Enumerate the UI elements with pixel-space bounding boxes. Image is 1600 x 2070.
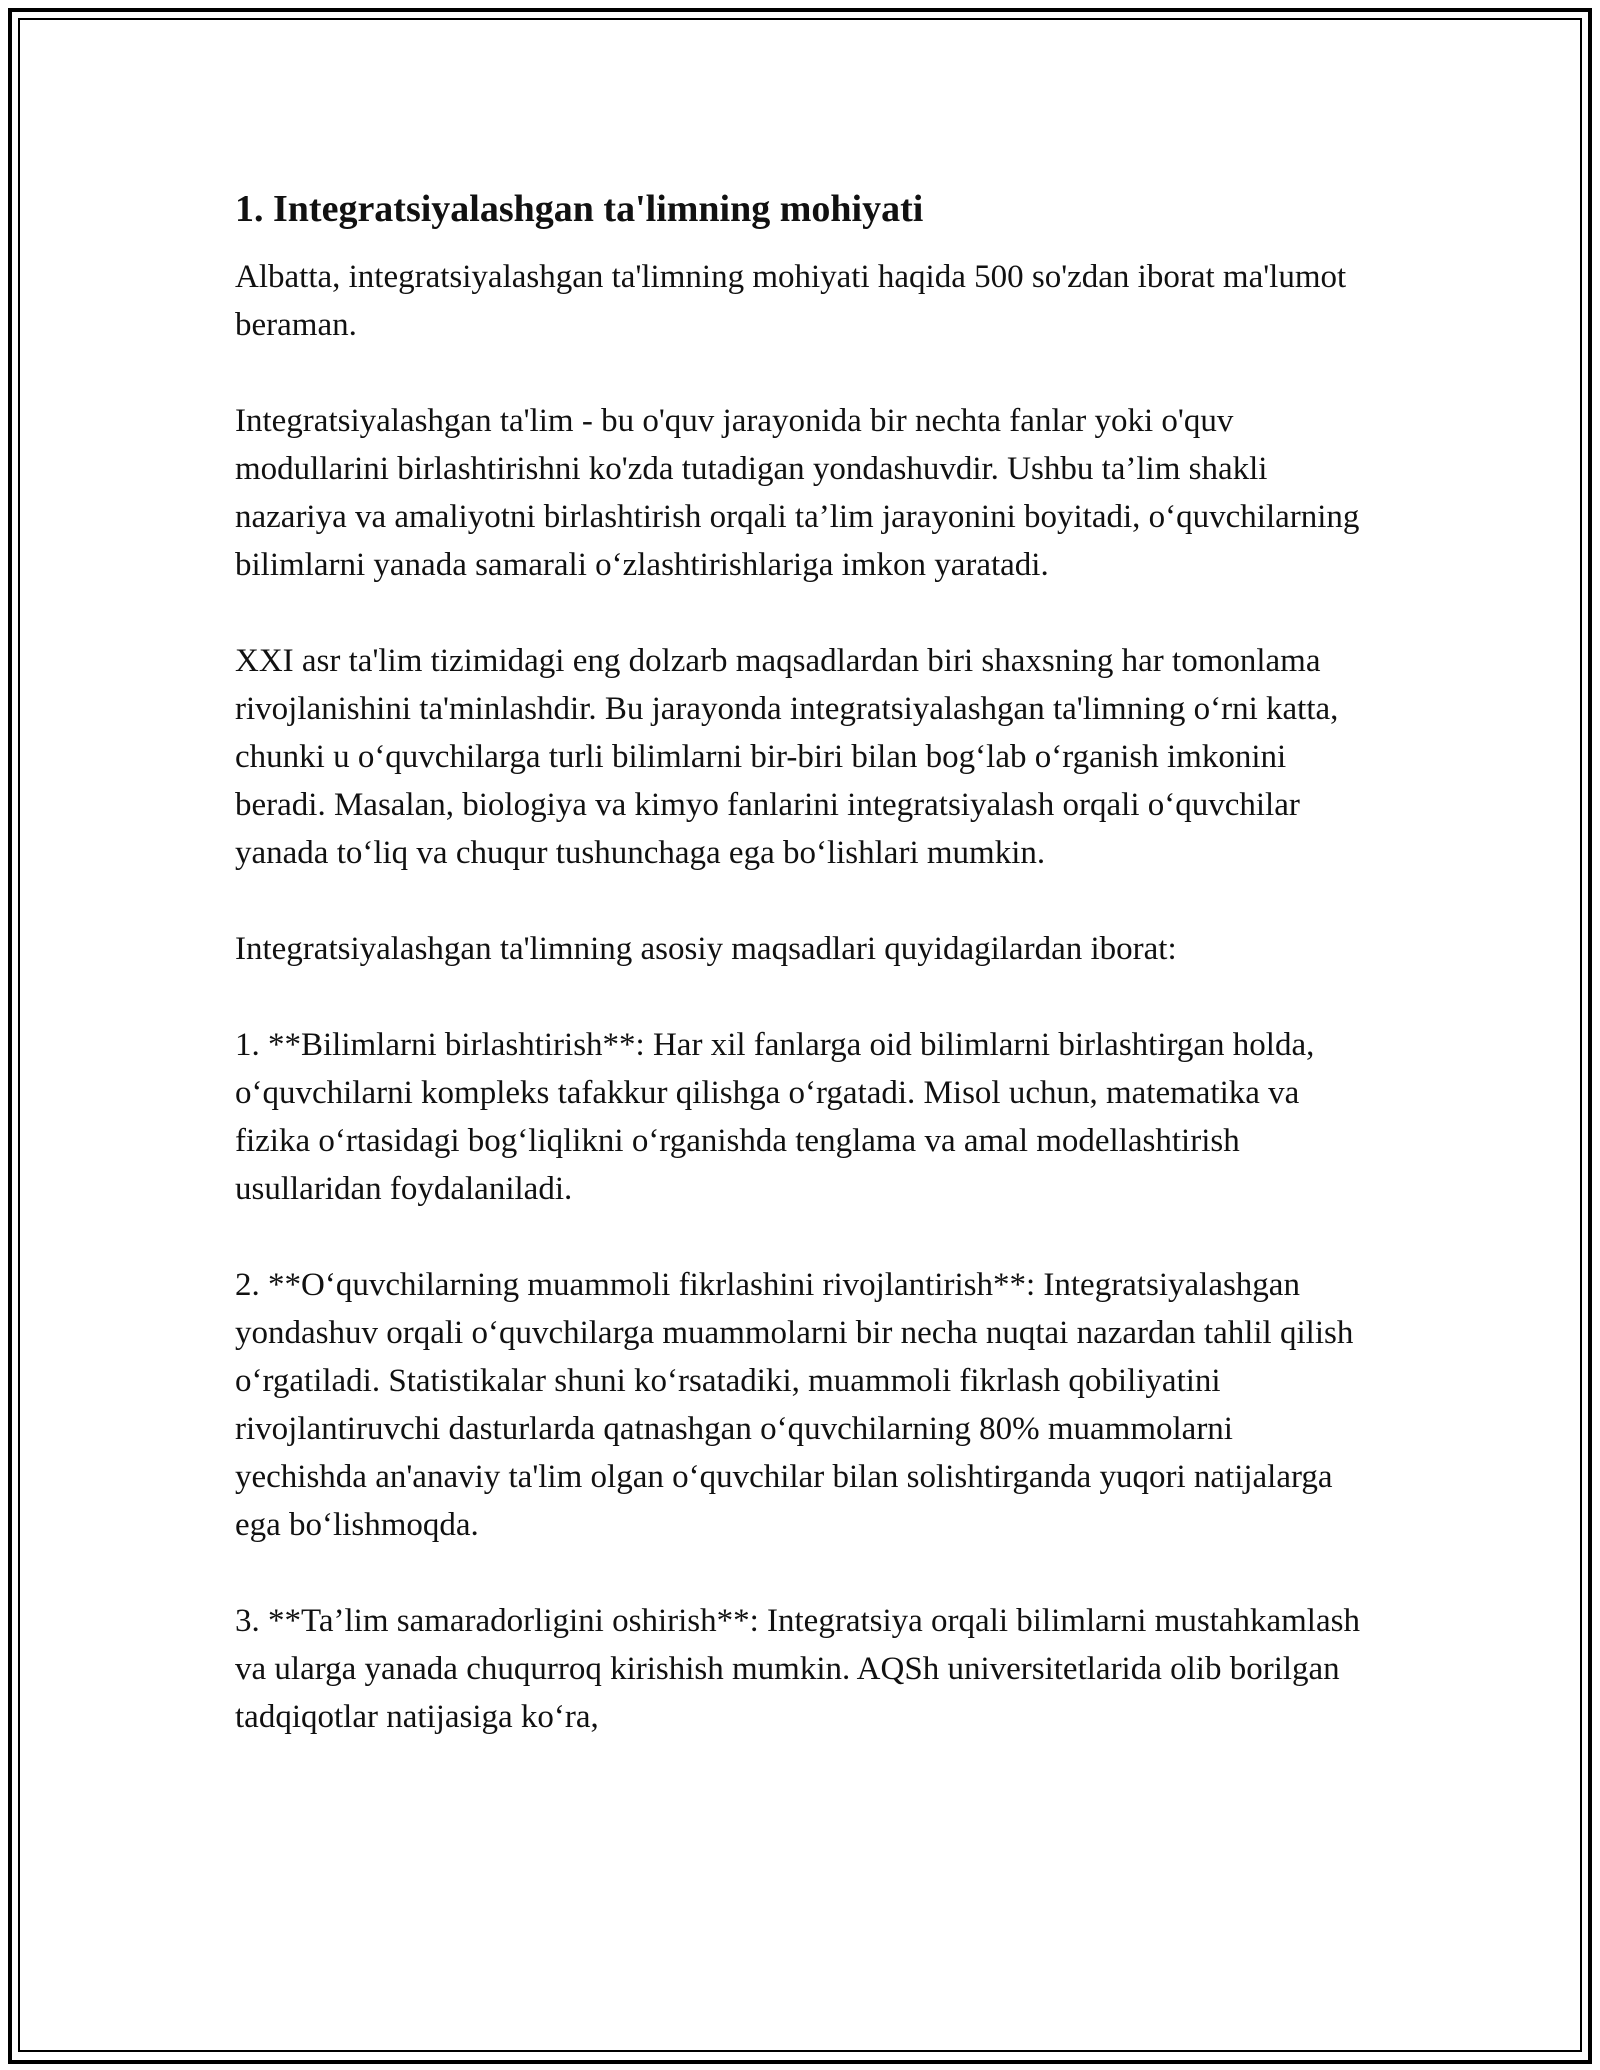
paragraph-intro: Albatta, integratsiyalashgan ta'limning mohiyati haqida 500 so'zdan iborat ma'lumot beraman. — [235, 259, 1347, 343]
document-title: 1. Integratsiyalashgan ta'limning mohiyati — [235, 188, 924, 230]
paragraph-definition: Integratsiyalashgan ta'lim - bu o'quv jarayonida bir nechta fanlar yoki o'quv modullarini birlashtirishni ko'zda tutadigan yondashuvdir. Ushbu ta’lim shakli nazariya va amaliyotni birlashtirish orqali ta’lim jarayonini boyitadi, o‘quvchilarning bilimlarni yanada samarali o‘zlashtirishlariga imkon yaratadi. — [235, 403, 1360, 583]
paragraph-xxi-century: XXI asr ta'lim tizimidagi eng dolzarb maqsadlardan biri shaxsning har tomonlama rivojlanishini ta'minlashdir. Bu jarayonda integratsiyalashgan ta'limning o‘rni katta, chunki u o‘quvchilarga turli bilimlarni bir-biri bilan bog‘lab o‘rganish imkonini beradi. Masalan, biologiya va kimyo fanlarini integratsiyalash orqali o‘quvchilar yanada to‘liq va chuqur tushunchaga ega bo‘lishlari mumkin. — [235, 643, 1339, 871]
list-item-goal-1: 1. **Bilimlarni birlashtirish**: Har xil fanlarga oid bilimlarni birlashtirgan holda, o‘quvchilarni kompleks tafakkur qilishga o‘rgatadi. Misol uchun, matematika va fizika o‘rtasidagi bog‘liqlikni o‘rganishda tenglama va amal modellashtirish usullaridan foydalaniladi. — [235, 1027, 1315, 1207]
list-item-goal-2: 2. **O‘quvchilarning muammoli fikrlashini rivojlantirish**: Integratsiyalashgan yondashuv orqali o‘quvchilarga muammolarni bir necha nuqtai nazardan tahlil qilish o‘rgatiladi. Statistikalar shuni ko‘rsatadiki, muammoli fikrlash qobiliyatini rivojlantiruvchi dasturlarda qatnashgan o‘quvchilarning 80% muammolarni yechishda an'anaviy ta'lim olgan o‘quvchilar bilan solishtirganda yuqori natijalarga ega bo‘lishmoqda. — [235, 1267, 1354, 1543]
document-body — [235, 185, 1365, 1789]
paragraph-goals-intro: Integratsiyalashgan ta'limning asosiy maqsadlari quyidagilardan iborat: — [235, 931, 1177, 967]
list-item-goal-3: 3. **Ta’lim samaradorligini oshirish**: Integratsiya orqali bilimlarni mustahkamlash va ularga yanada chuqurroq kirishish mumkin. AQSh universitetlarida olib borilgan tadqiqotlar natijasiga ko‘ra, — [235, 1603, 1360, 1735]
